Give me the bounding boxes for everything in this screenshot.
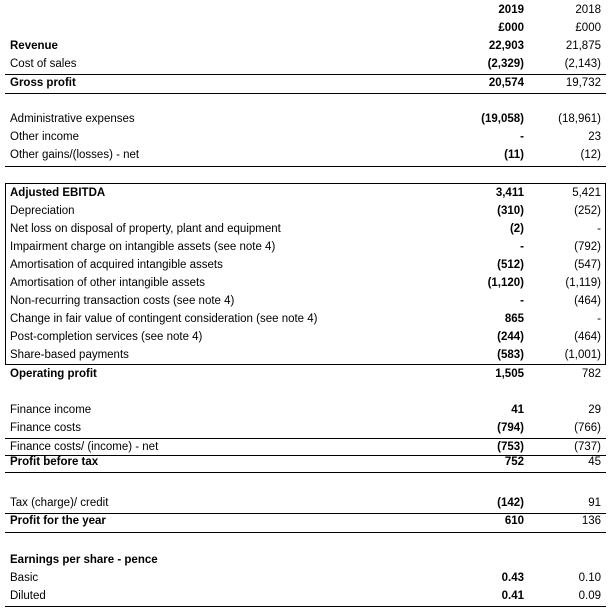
value-2018: (1,119) <box>565 277 601 289</box>
row-label: Administrative expenses <box>10 113 135 125</box>
value-2019: (142) <box>497 497 524 509</box>
row-transaction-costs <box>5 295 605 311</box>
row-label: Other gains/(losses) - net <box>10 149 140 161</box>
value-2018: (2,143) <box>564 58 601 70</box>
row-label: Amortisation of other intangible assets <box>10 277 205 289</box>
value-2019: - <box>520 241 524 253</box>
value-2019: 865 <box>504 313 524 325</box>
value-2018: (12) <box>580 149 601 161</box>
value-2019: (583) <box>497 349 524 361</box>
value-2019: (2) <box>509 223 524 235</box>
row-profit-for-year <box>5 515 605 531</box>
row-share-based-payments <box>5 349 605 365</box>
row-impairment <box>5 241 605 257</box>
divider <box>5 93 606 94</box>
year-2018: 2018 <box>575 4 601 16</box>
divider <box>5 532 606 533</box>
row-depreciation <box>5 205 605 221</box>
row-revenue <box>5 40 605 56</box>
row-post-completion <box>5 331 605 347</box>
value-2019: 22,903 <box>488 40 524 52</box>
row-profit-before-tax <box>5 456 605 472</box>
row-label: Post-completion services (see note 4) <box>10 331 203 343</box>
value-2018: (18,961) <box>558 113 601 125</box>
row-label: Depreciation <box>10 205 75 217</box>
value-2019: (753) <box>497 441 524 453</box>
value-2019: (2,329) <box>487 58 524 70</box>
row-amortisation-acquired <box>5 259 605 275</box>
row-label: Share-based payments <box>10 349 129 361</box>
value-2019: - <box>520 131 524 143</box>
row-label: Adjusted EBITDA <box>10 187 106 199</box>
row-amortisation-other <box>5 277 605 293</box>
value-2018: 23 <box>588 131 601 143</box>
divider <box>5 74 606 75</box>
row-label: Operating profit <box>10 368 97 380</box>
value-2019: 752 <box>504 456 524 468</box>
value-2019: 1,505 <box>495 368 524 380</box>
value-2019: 610 <box>504 515 524 527</box>
row-label: Diluted <box>10 590 46 602</box>
row-label: Earnings per share - pence <box>10 554 158 566</box>
value-2018: (792) <box>574 241 601 253</box>
value-2019: (1,120) <box>487 277 524 289</box>
row-eps-heading <box>5 554 605 570</box>
unit-2018: £000 <box>575 22 601 34</box>
row-eps-diluted <box>5 590 605 606</box>
row-finance-income <box>5 404 605 420</box>
header-years <box>5 4 605 20</box>
value-2018: 29 <box>588 404 601 416</box>
value-2018: 45 <box>588 456 601 468</box>
divider <box>5 472 606 473</box>
row-tax <box>5 497 605 513</box>
value-2019: (794) <box>497 422 524 434</box>
row-label: Other income <box>10 131 80 143</box>
row-label: Finance income <box>10 404 92 416</box>
value-2018: 136 <box>581 515 601 527</box>
row-label: Amortisation of acquired intangible assets <box>10 259 223 271</box>
value-2018: (547) <box>574 259 601 271</box>
value-2019: (19,058) <box>481 113 524 125</box>
row-gross-profit <box>5 77 605 93</box>
divider <box>5 606 606 607</box>
row-label: Finance costs <box>10 422 81 434</box>
value-2018: (252) <box>574 205 601 217</box>
value-2018: 0.10 <box>578 572 601 584</box>
value-2018: (1,001) <box>564 349 601 361</box>
value-2019: (244) <box>497 331 524 343</box>
divider <box>5 513 606 514</box>
value-2019: 0.43 <box>501 572 524 584</box>
divider <box>5 438 606 439</box>
row-label: Revenue <box>10 40 58 52</box>
unit-2019: £000 <box>498 22 524 34</box>
row-label: Finance costs/ (income) - net <box>10 441 159 453</box>
row-admin-expenses <box>5 113 605 129</box>
row-cost-of-sales <box>5 58 605 74</box>
row-finance-costs <box>5 422 605 438</box>
value-2019: (11) <box>504 149 524 161</box>
row-adjusted-ebitda <box>5 187 605 203</box>
row-other-income <box>5 131 605 147</box>
value-2018: (464) <box>574 295 601 307</box>
value-2019: (512) <box>497 259 524 271</box>
row-label: Tax (charge)/ credit <box>10 497 109 509</box>
row-operating-profit <box>5 368 605 384</box>
row-label: Profit before tax <box>10 456 99 468</box>
row-label: Profit for the year <box>10 515 106 527</box>
row-label: Impairment charge on intangible assets (see note 4) <box>10 241 276 253</box>
row-label: Change in fair value of contingent consideration (see note 4) <box>10 313 318 325</box>
value-2018: 21,875 <box>565 40 601 52</box>
value-2019: 0.41 <box>501 590 524 602</box>
value-2018: (464) <box>574 331 601 343</box>
row-label: Basic <box>10 572 39 584</box>
row-other-gains <box>5 149 605 165</box>
value-2018: (737) <box>574 441 601 453</box>
year-2019: 2019 <box>498 4 524 16</box>
row-label: Non-recurring transaction costs (see note 4) <box>10 295 235 307</box>
value-2018: 0.09 <box>578 590 601 602</box>
row-contingent-consideration <box>5 313 605 329</box>
value-2019: 41 <box>511 404 524 416</box>
header-units <box>5 22 605 38</box>
row-label: Net loss on disposal of property, plant and equipment <box>10 223 281 235</box>
value-2018: 5,421 <box>572 187 601 199</box>
value-2018: - <box>597 223 601 235</box>
row-eps-basic <box>5 572 605 588</box>
row-label: Cost of sales <box>10 58 77 70</box>
value-2018: (766) <box>574 422 601 434</box>
value-2019: 20,574 <box>488 77 524 89</box>
value-2019: 3,411 <box>495 187 524 199</box>
value-2018: - <box>597 313 601 325</box>
row-net-loss-disposal <box>5 223 605 239</box>
value-2018: 19,732 <box>565 77 601 89</box>
value-2018: 782 <box>581 368 601 380</box>
value-2019: - <box>520 295 524 307</box>
row-label: Gross profit <box>10 77 76 89</box>
value-2018: 91 <box>588 497 601 509</box>
divider <box>5 166 606 167</box>
value-2019: (310) <box>497 205 524 217</box>
